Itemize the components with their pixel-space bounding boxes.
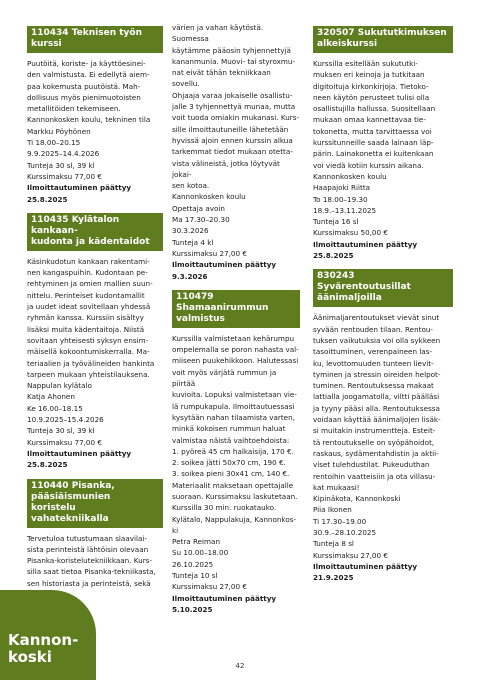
course-dates: 9.9.2025–14.4.2026 (27, 149, 100, 159)
course-hours: Tunteja 10 sl (172, 571, 218, 581)
course-fee: Kurssimaksu 77,00 € (27, 171, 102, 181)
section-label (8, 632, 78, 666)
course-hours: Tunteja 16 sl (313, 217, 359, 227)
course-title-line: alkeiskurssi (317, 39, 378, 49)
course-title-line: kudonta ja kädentaidot (31, 236, 150, 247)
course-title-line: valmistus (176, 313, 225, 324)
deadline-label: Ilmoittautuminen päättyy (313, 239, 418, 249)
deadline-label: Ilmoittautuminen päättyy (172, 593, 277, 603)
course-location: Kannonkosken koulu (172, 192, 246, 202)
course-time: Su 10.00–18.00 (172, 548, 229, 558)
course-hours: Tunteja 8 sl (313, 539, 354, 549)
course-details (313, 493, 453, 583)
course-time: Ma 17.30–20.30 (172, 215, 230, 225)
deadline-date: 5.10.2025 (172, 604, 213, 614)
course-title (313, 26, 453, 53)
deadline-date: 25.8.2025 (27, 194, 68, 204)
deadline-label: Ilmoittautuminen päättyy (172, 260, 277, 270)
course-title-line: 320507 Sukututkimuksen (317, 28, 447, 38)
course-fee: Kurssimaksu 50,00 € (313, 228, 388, 238)
course-title-line: vahatekniikalla (31, 513, 109, 524)
course-description: Käsinkudotun kankaan rakentami- nen kangaspuihin. Kudontaan pe- rehtyminen ja omien mallien suun- nittelu. Perinteiset kudontamallit ja uudet ideat sovitellaan yhdessä ryhmän kanssa. Kurssiin sisältyy lisäksi muita kädentaitoja. Niistä sovitaan yhteisesti syksyn ensim- mäisellä kokoontumiskerralla. Ma- teriaalien ja työvälineiden hankinta tarpeen mukaan yhteistilauksena. (27, 256, 155, 379)
course-teacher: Markku Pöyhönen (27, 126, 91, 136)
deadline-label: Ilmoittautuminen päättyy (313, 561, 418, 571)
course-location: ki (172, 525, 179, 535)
course-fee: Kurssimaksu 27,00 € (172, 248, 247, 258)
course-details (27, 114, 163, 204)
course-title (172, 290, 300, 328)
deadline-date: 21.9.2025 (313, 573, 354, 583)
deadline-date: 25.8.2025 (27, 460, 68, 470)
course-description-continued: värien ja vahan käytöstä. Suomessa käytämme pääosin tyhjennettyjä kananmunia. Muovi- tai styroxmu- nat eivät tähän tekniikkaan sovellu. Ohjaaja varaa jokaiselle osallistu- jalle 3 tyhjennettyä munaa, mutta voit tuoda omiakin mukanasi. Kurs- sille ilmoittautuneille lähetetään hyvissä ajoin ennen kurssin alkua tarkemmat tiedot mukaan otetta- vista välineistä, jotka löytyvät jokai- sen kotoa. (172, 23, 300, 191)
course-title-line: 830243 Syvärentoutusillat (317, 271, 411, 293)
course-teacher: Haapajoki Riitta (313, 183, 371, 193)
course-dates: 30.9.–28.10.2025 (313, 527, 377, 537)
deadline-date: 9.3.2026 (172, 271, 208, 281)
course-teacher: Piia Ikonen (313, 505, 352, 515)
course-title-line: 110440 Pisanka, (31, 480, 115, 491)
course-description: Puutöitä, koriste- ja käyttöesinei- den valmistusta. Ei edellytä aiem- paa kokemusta puutöistä. Mah- dollisuus myös pienimuotoisten metallitöiden tekemiseen. (27, 59, 150, 114)
column-1 (27, 26, 163, 589)
section-label-line: koski (8, 648, 52, 666)
course-teacher: Opettaja avoin (172, 203, 225, 213)
course-hours: Tunteja 30 sl, 39 kl (27, 426, 95, 436)
course-dates: 10.9.2025–15.4.2026 (27, 415, 104, 425)
course-teacher: Katja Ahonen (27, 392, 75, 402)
page-number: 42 (235, 662, 245, 670)
course-title-line: äänimaljoilla (317, 293, 382, 304)
course-time: Ke 16.00–18.15 (27, 403, 83, 413)
course-description: Äänimaljarentoutukset vievät sinut syvään rentouden tilaan. Rentou- tuksen vaikutuksia voi olla sykkeen tasoittuminen, verenpaineen las- ku, levottomuuden tunteen lievit- tyminen ja stressin oireiden helpot- tuminen. Rentoutuksessa makaat lattialla joogamatolla, viltti päälläsi ja tyyny pääsi alla. Rentoutuksessa voidaan käyttää äänimaljojen lisäk- si muitakin instrumentteja. Esteit- tä rentoutukselle on syöpähoidot, raskaus, sydämentahdistin ja aktii- viset tulehdustilat. Pukeuduthan rentoihin vaatteisiin ja ota villasu- kat mukaasi! (313, 313, 441, 492)
course-title (313, 269, 453, 307)
course-time: Ti 18.00–20.15 (27, 138, 81, 148)
column-2 (172, 22, 300, 615)
course-details (313, 171, 453, 261)
deadline-label: Ilmoittautuminen päättyy (27, 183, 132, 193)
course-title-line: kurssi (31, 39, 62, 49)
course-dates: 26.10.2025 (172, 559, 214, 569)
column-3 (313, 26, 453, 583)
course-location: Kipinäkota, Kannonkoski (313, 494, 401, 504)
course-hours: Tunteja 4 kl (172, 237, 214, 247)
section-label-line: Kannon- (8, 631, 79, 649)
course-title-line: 110435 Kylätalon kankaan- (31, 214, 120, 236)
course-fee: Kurssimaksu 27,00 € (172, 582, 247, 592)
course-location: Nappulan kylätalo (27, 381, 92, 391)
course-location: Kylätalo, Nappulakuja, Kannonkos- (172, 514, 297, 524)
course-title-line: 110479 Shamaanirummun (176, 291, 269, 313)
course-title (27, 213, 163, 251)
course-fee: Kurssimaksu 27,00 € (313, 550, 388, 560)
course-hours: Tunteja 30 sl, 39 kl (27, 160, 95, 170)
course-title (27, 26, 163, 53)
course-description: Kurssilla esitellään sukututki- muksen eri keinoja ja tutkitaan digitoituja kirkonkirjoja. Tietoko- neen käytön perusteet tulisi olla osallistujilla hallussa. Suositellaan mukaan omaa kannettavaa tie- tokonetta, mutta tarvittaessa voi kurssitunneille saada lainaan läp- pärin. Lainakonetta ei kuitenkaan voi viedä kotiin kurssin aikana. (313, 59, 436, 170)
course-description: Kurssilla valmistetaan kehärumpu ompelemalla se poron nahasta val- miiseen puukehikkoon. Halutessasi voit myös värjätä rummun ja piirtää kuvioita. Lopuksi valmistetaan vie- lä rumpukapula. Ilmoittautuessasi kysytään nahan tilaamista varten, minkä kokoisen rummun haluat valmistaa näistä vaihtoehdoista: 1. pyöreä 45 cm halkaisija, 170 €. 2. soikea jätti 50x70 cm, 190 €. 3. soikea pieni 30x41 cm, 140 €. Materiaalit maksetaan opettajalle suoraan. Kurssimaksu laskutetaan. Kurssilla 30 min. ruokatauko. (172, 333, 299, 513)
course-details (172, 514, 300, 616)
course-title (27, 479, 163, 528)
course-fee: Kurssimaksu 77,00 € (27, 437, 102, 447)
course-details (27, 380, 163, 470)
course-description: Tervetuloa tutustumaan slaavilai- sista perinteistä lähtöisin olevaan Pisanka-koristelutekniikkaan. Kurs- silla saat tietoa Pisanka-tekniikasta, sen historiasta ja perinteistä, sekä (27, 533, 156, 588)
course-location: Kannonkosken koulu (313, 171, 387, 181)
course-dates: 18.9.–13.11.2025 (313, 205, 377, 215)
course-location: Kannonkosken koulu, tekninen tila (27, 115, 151, 125)
course-time: To 18.00–19.30 (313, 194, 368, 204)
deadline-label: Ilmoittautuminen päättyy (27, 448, 132, 458)
course-teacher: Petra Reiman (172, 537, 221, 547)
course-time: Ti 17.30–19.00 (313, 516, 367, 526)
course-details (172, 191, 300, 281)
course-title-line: 110434 Teknisen työn (31, 28, 142, 38)
course-title-line: pääsiäismunien koristelu (31, 491, 111, 513)
course-dates: 30.3.2026 (172, 226, 209, 236)
deadline-date: 25.8.2025 (313, 251, 354, 261)
